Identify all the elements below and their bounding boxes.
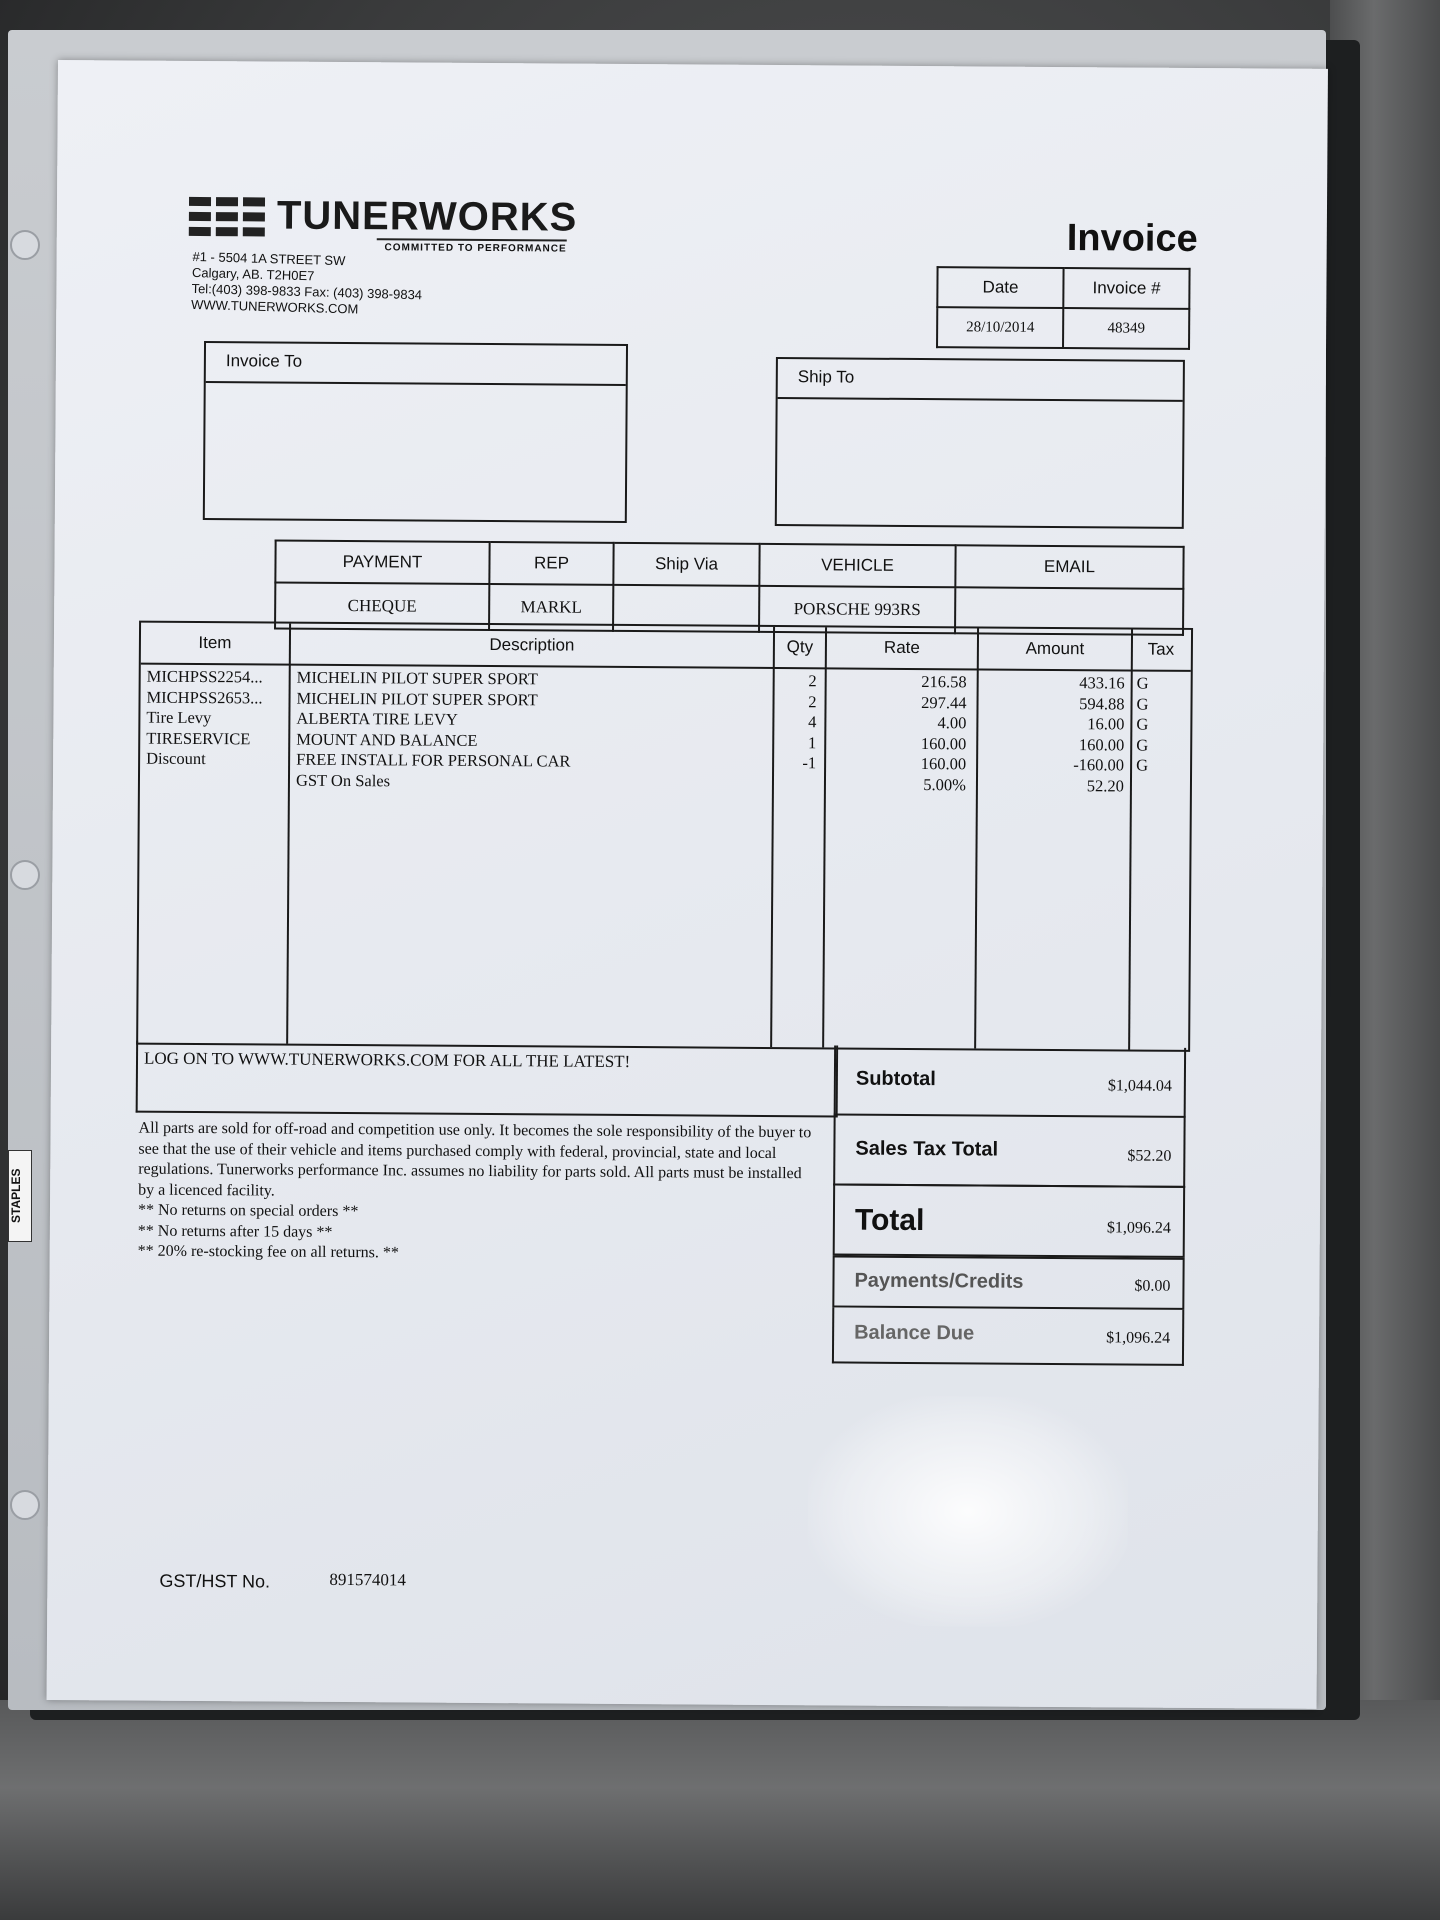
col-header-description: Description [489,635,575,655]
terms-note-special-orders: ** No returns on special orders ** [137,1201,359,1221]
company-name: TUNERWORKS [276,193,578,240]
item-amount: 594.88 [1079,693,1125,713]
item-rate: 160.00 [920,733,967,753]
balance-due-row [832,1307,1184,1365]
binder-hole [10,230,40,260]
item-amount: 16.00 [1087,714,1125,734]
website: WWW.TUNERWORKS.COM [190,296,359,317]
item-qty: 4 [808,712,817,732]
document-title: Invoice [1066,217,1198,260]
ship-to-title: Ship To [778,359,1183,402]
invoice-page [47,60,1328,1709]
footer-message: LOG ON TO WWW.TUNERWORKS.COM FOR ALL THE LATEST! [143,1048,631,1072]
phone-fax: Tel:(403) 398-9833 Fax: (403) 398-9834 [191,280,423,303]
invoice-number-label: Invoice # [1064,268,1190,309]
balance-due-label: Balance Due [854,1321,975,1345]
company-tagline: COMMITTED TO PERFORMANCE [377,238,567,254]
item-code: TIRESERVICE [146,728,251,748]
payment-label: PAYMENT [275,541,489,584]
date-label: Date [937,267,1064,308]
col-header-qty: Qty [786,637,814,657]
col-header-amount: Amount [1025,638,1085,659]
invoice-to-title: Invoice To [206,343,626,386]
item-rate: 297.44 [921,692,967,712]
invoice-meta-table [936,266,1191,350]
item-description: MICHELIN PILOT SUPER SPORT [296,667,538,689]
company-logo-icon [189,197,267,238]
item-description: ALBERTA TIRE LEVY [296,708,458,729]
vehicle-value: PORSCHE 993RS [759,586,955,633]
subtotal-row [834,1045,1186,1117]
item-qty: 1 [807,732,817,752]
totals-panel [832,1045,1186,1365]
item-amount: 433.16 [1079,673,1125,693]
ship-to-box [775,357,1185,529]
email-label: EMAIL [955,545,1183,589]
balance-due-value: $1,096.24 [1106,1329,1171,1347]
item-description: MICHELIN PILOT SUPER SPORT [296,688,538,709]
gst-number: 891574014 [329,1569,406,1590]
line-items-table [136,621,1193,1052]
item-amount: 52.20 [1086,775,1125,795]
vehicle-label: VEHICLE [759,544,955,587]
item-qty: 2 [808,691,817,711]
binder-hole [10,860,40,890]
sales-tax-label: Sales Tax Total [855,1137,999,1161]
payments-value: $0.00 [1134,1277,1171,1295]
company-address [191,249,423,319]
item-rate: 4.00 [937,713,967,733]
item-qty: -1 [802,753,817,773]
item-tax: G [1136,735,1149,755]
sales-tax-row [833,1115,1185,1187]
binder-label: STAPLES [8,1150,32,1242]
terms-note-return-window: ** No returns after 15 days ** [137,1222,333,1241]
subtotal-label: Subtotal [855,1067,936,1091]
item-description: MOUNT AND BALANCE [296,729,478,750]
item-description: GST On Sales [295,770,391,790]
address-line-2: Calgary, AB. T2H0E7 [191,264,315,284]
item-description: FREE INSTALL FOR PERSONAL CAR [296,749,571,771]
item-qty: 2 [808,671,817,691]
rep-label: REP [489,542,613,585]
binder-hole [10,1490,40,1520]
payment-value: CHEQUE [275,583,489,630]
car-seat-cushion [0,1700,1440,1920]
item-tax: G [1136,714,1149,734]
total-row [833,1183,1185,1257]
col-header-rate: Rate [883,637,920,658]
col-header-tax: Tax [1147,639,1175,659]
order-info-table [274,540,1185,636]
terms-note-restocking: ** 20% re-stocking fee on all returns. ** [137,1242,400,1262]
item-rate: 5.00% [923,774,967,794]
subtotal-value: $1,044.04 [1107,1077,1172,1095]
total-label: Total [854,1203,925,1238]
sheet-protector [8,30,1326,1710]
payments-row [832,1255,1184,1309]
line-items-body [140,667,1191,797]
invoice-number: 48349 [1063,308,1189,349]
light-glare [807,1395,1129,1627]
payments-label: Payments/Credits [854,1269,1024,1293]
address-line-1: #1 - 5504 1A STREET SW [192,248,346,269]
item-amount: 160.00 [1078,734,1125,754]
invoice-date: 28/10/2014 [937,307,1064,348]
rep-value: MARKL [489,584,613,631]
terms-and-conditions [138,1119,819,1267]
item-rate: 160.00 [920,754,967,774]
footer-message-box [136,1041,838,1118]
ship-via-label: Ship Via [613,543,759,586]
col-header-item: Item [198,632,232,653]
sales-tax-value: $52.20 [1127,1147,1172,1165]
terms-paragraph: All parts are sold for off-road and competition use only. It becomes the sole responsibility of the buyer to see that the use of their vehicle and items purchased comply with federal, provincial, state and local regulations. Tunerworks performance Inc. assumes no liability for parts sold. All parts must be installed by a licenced facility. [138,1119,812,1200]
item-code: Discount [146,748,206,769]
item-code: MICHPSS2653... [146,687,263,707]
gst-label: GST/HST No. [159,1570,271,1592]
item-tax: G [1136,755,1149,775]
item-amount: -160.00 [1073,755,1125,775]
item-rate: 216.58 [921,672,967,692]
item-code: MICHPSS2254... [146,666,263,687]
item-code: Tire Levy [146,707,212,728]
total-value: $1,096.24 [1106,1219,1171,1237]
item-code [146,769,286,770]
item-tax: G [1136,694,1149,714]
invoice-to-box [203,341,628,523]
item-tax: G [1136,673,1149,693]
